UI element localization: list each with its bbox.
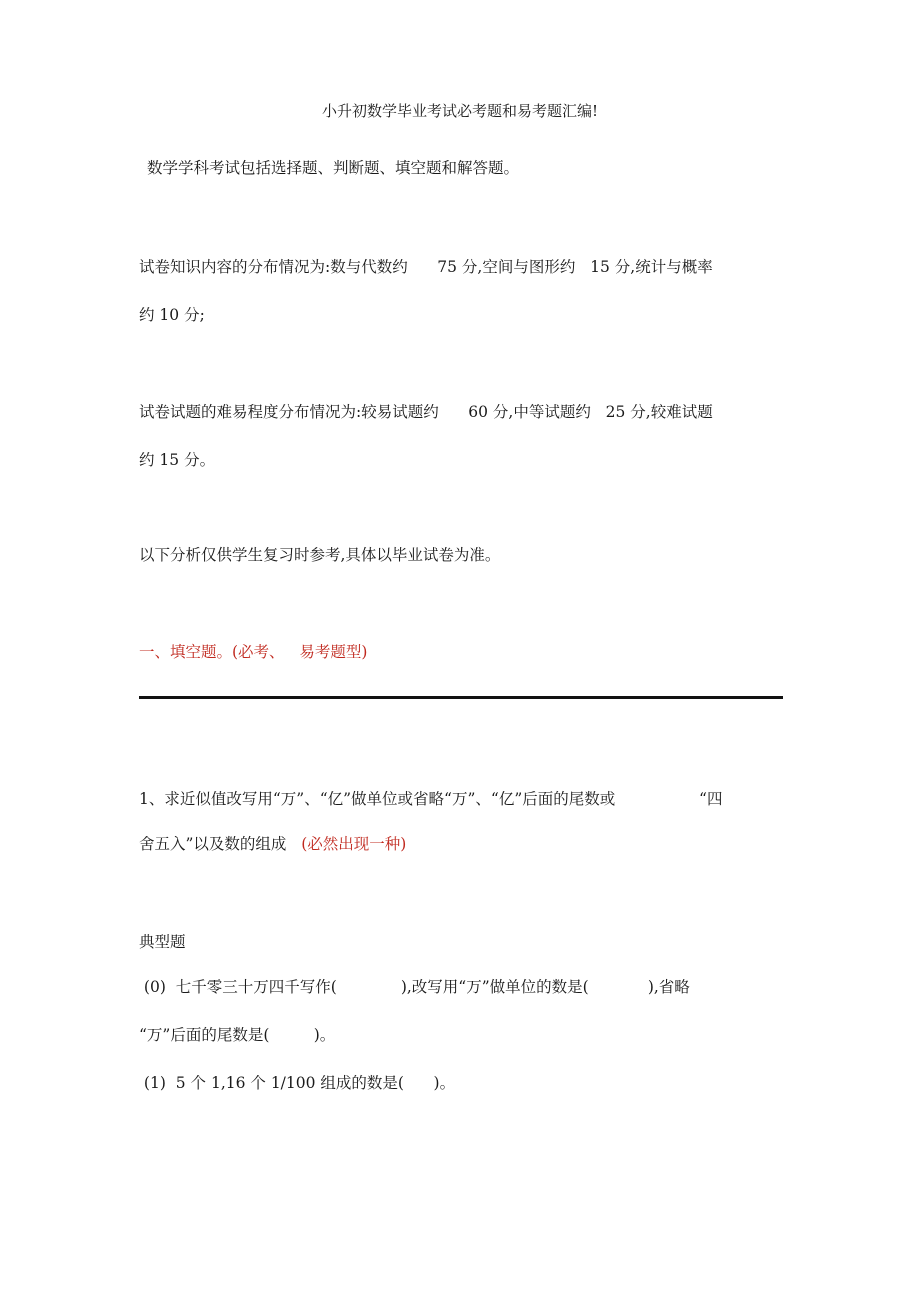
typical-questions-label: 典型题	[139, 933, 186, 951]
document-title: 小升初数学毕业考试必考题和易考题汇编!	[321, 102, 599, 120]
difficulty-distribution-line-1: 试卷试题的难易程度分布情况为:较易试题约 60 分,中等试题约 25 分,较难试题	[139, 403, 713, 421]
item-1-line-1: 1、求近似值改写用“万”、“亿”做单位或省略“万”、“亿”后面的尾数或 “四	[139, 790, 723, 808]
reference-note: 以下分析仅供学生复习时参考,具体以毕业试卷为准。	[139, 546, 501, 564]
item-1-line-2	[139, 834, 406, 854]
intro-text: 数学学科考试包括选择题、判断题、填空题和解答题。	[147, 159, 520, 177]
item-1-note: (必然出现一种)	[301, 835, 407, 853]
difficulty-distribution-line-2: 约 15 分。	[139, 451, 216, 469]
question-0-line-2: “万”后面的尾数是( )。	[139, 1026, 336, 1044]
question-1: (1) 5 个 1,16 个 1/100 组成的数是( )。	[139, 1074, 456, 1092]
question-0-line-1: (0) 七千零三十万四千写作( ),改写用“万”做单位的数是( ),省略	[139, 978, 690, 996]
section-divider	[139, 696, 783, 699]
item-1-text: 舍五入”以及数的组成	[139, 835, 302, 853]
section-heading-fill-in-blank: 一、填空题。(必考、 易考题型)	[139, 643, 368, 661]
knowledge-distribution-line-2: 约 10 分;	[139, 306, 205, 324]
knowledge-distribution-line-1: 试卷知识内容的分布情况为:数与代数约 75 分,空间与图形约 15 分,统计与概率	[139, 258, 713, 276]
